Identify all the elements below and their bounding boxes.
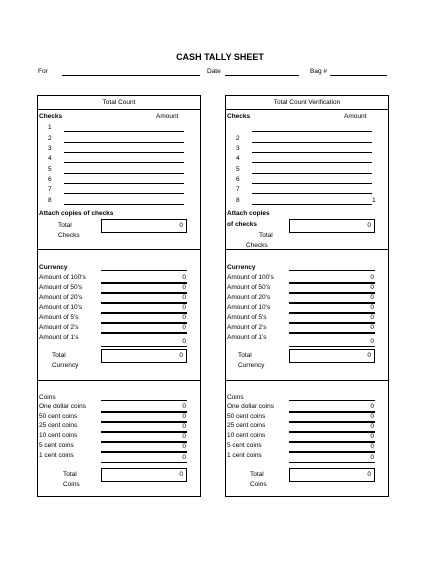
currency-row-label: Amount of 50's [227, 284, 271, 291]
check-line[interactable] [252, 152, 372, 153]
check-line[interactable] [252, 162, 372, 163]
check-number: 5 [236, 166, 240, 173]
bag-label: Bag # [310, 68, 327, 75]
coin-row-label: 50 cent coins [39, 413, 78, 420]
coin-row-label: 25 cent coins [227, 422, 266, 429]
divider [226, 249, 388, 250]
currency-row-label: Amount of 1's [227, 334, 267, 341]
currency-row-value: 0 [370, 338, 374, 345]
total-currency-field[interactable]: 0 [289, 349, 375, 363]
currency-row-value: 0 [370, 284, 374, 291]
coin-row-label: 25 cent coins [39, 422, 78, 429]
currency-row-label: Amount of 1's [39, 334, 79, 341]
check-line[interactable] [64, 152, 184, 153]
currency-header-line [101, 270, 187, 271]
total-checks-label: Total [259, 232, 273, 239]
check-line[interactable] [64, 173, 184, 174]
check-line[interactable] [64, 131, 184, 132]
total-currency-field[interactable]: 0 [101, 349, 187, 363]
check-line[interactable] [64, 162, 184, 163]
check-number: 5 [48, 166, 52, 173]
currency-row-line[interactable] [289, 346, 375, 347]
total-currency-label: Total [52, 352, 66, 359]
coin-row-label: 10 cent coins [39, 432, 78, 439]
coin-row-label: One dollar coins [227, 403, 274, 410]
coin-row-label: 1 cent coins [39, 452, 74, 459]
total-count-verification-panel [225, 95, 389, 497]
check-line[interactable] [252, 173, 372, 174]
coin-row-label: 5 cent coins [227, 442, 262, 449]
amount-label: Amount [344, 113, 367, 120]
check-number: 7 [236, 186, 240, 193]
coin-row-value: 0 [370, 403, 374, 410]
total-currency-label-2: Currency [52, 362, 79, 369]
total-count-panel [37, 95, 201, 497]
currency-row-label: Amount of 5's [227, 314, 267, 321]
divider [38, 249, 200, 250]
total-checks-field[interactable]: 0 [101, 219, 187, 233]
currency-row-value: 0 [182, 274, 186, 281]
currency-row-label: Amount of 2's [227, 324, 267, 331]
page-title: CASH TALLY SHEET [176, 52, 264, 62]
currency-row-label: Amount of 5's [39, 314, 79, 321]
total-coins-label-2: Coins [63, 481, 80, 488]
currency-row-label: Amount of 10's [227, 304, 271, 311]
currency-row-value: 0 [182, 338, 186, 345]
date-field[interactable] [225, 75, 299, 76]
total-currency-label-2: Currency [238, 362, 265, 369]
check-number: 2 [236, 135, 240, 142]
check-number: 8 [236, 197, 240, 204]
currency-row-value: 0 [370, 294, 374, 301]
check-line[interactable] [252, 183, 372, 184]
total-checks-field[interactable]: 0 [289, 219, 375, 233]
coin-row-line[interactable] [101, 451, 187, 453]
coin-row-line[interactable] [101, 462, 187, 463]
coin-row-label: 50 cent coins [227, 413, 266, 420]
coin-row-value: 0 [182, 423, 186, 430]
total-coins-field[interactable]: 0 [289, 468, 375, 482]
divider [226, 380, 388, 381]
check-number: 8 [48, 197, 52, 204]
attach-note: Attach copies of checks [39, 210, 114, 217]
coins-label: Coins [39, 394, 56, 401]
check-line[interactable] [64, 183, 184, 184]
currency-row-value: 0 [370, 314, 374, 321]
coin-row-value: 0 [182, 454, 186, 461]
coin-row-value: 0 [370, 454, 374, 461]
coin-row-value: 0 [182, 413, 186, 420]
divider [38, 380, 200, 381]
checks-label: Checks [39, 113, 63, 120]
total-checks-label-2: Checks [58, 232, 80, 239]
total-coins-label: Total [250, 471, 264, 478]
coins-header-line [289, 400, 375, 401]
total-coins-label-2: Coins [250, 481, 267, 488]
check-amount-value: 1 [372, 197, 376, 204]
date-label: Date [207, 68, 221, 75]
currency-row-line[interactable] [289, 332, 375, 334]
attach-note-2: of checks [227, 221, 257, 228]
check-line[interactable] [64, 204, 184, 205]
currency-row-value: 0 [182, 324, 186, 331]
coin-row-label: 10 cent coins [227, 432, 266, 439]
check-number: 1 [48, 124, 52, 131]
currency-row-value: 0 [370, 324, 374, 331]
currency-row-label: Amount of 50's [39, 284, 83, 291]
coin-row-line[interactable] [289, 462, 375, 463]
coin-row-value: 0 [370, 413, 374, 420]
currency-row-label: Amount of 100's [39, 274, 86, 281]
currency-label: Currency [39, 264, 68, 271]
currency-label: Currency [227, 264, 256, 271]
attach-note: Attach copies [227, 210, 270, 217]
check-line[interactable] [252, 142, 372, 143]
check-number: 2 [48, 135, 52, 142]
coin-row-label: 5 cent coins [39, 442, 74, 449]
panel-heading: Total Count [38, 96, 200, 110]
panel-heading: Total Count Verification [226, 96, 388, 110]
check-number: 4 [48, 155, 52, 162]
total-checks-label-2: Checks [246, 242, 268, 249]
total-coins-label: Total [63, 471, 77, 478]
coins-label: Coins [227, 394, 244, 401]
currency-row-value: 0 [370, 304, 374, 311]
coin-row-value: 0 [182, 443, 186, 450]
currency-row-label: Amount of 10's [39, 304, 83, 311]
check-number: 6 [236, 176, 240, 183]
coin-row-value: 0 [370, 423, 374, 430]
coin-row-label: One dollar coins [39, 403, 86, 410]
currency-row-label: Amount of 20's [227, 294, 271, 301]
currency-row-label: Amount of 2's [39, 324, 79, 331]
coin-row-value: 0 [370, 433, 374, 440]
total-coins-field[interactable]: 0 [101, 468, 187, 482]
coins-header-line [101, 400, 187, 401]
currency-row-value: 0 [182, 294, 186, 301]
check-line[interactable] [252, 204, 372, 205]
amount-label: Amount [156, 113, 179, 120]
currency-row-value: 0 [182, 314, 186, 321]
coin-row-label: 1 cent coins [227, 452, 262, 459]
currency-row-line[interactable] [101, 346, 187, 347]
check-number: 7 [48, 186, 52, 193]
currency-row-value: 0 [182, 284, 186, 291]
coin-row-line[interactable] [289, 451, 375, 453]
coin-row-value: 0 [182, 433, 186, 440]
currency-row-label: Amount of 20's [39, 294, 83, 301]
bag-number-field[interactable] [330, 75, 387, 76]
check-number: 4 [236, 155, 240, 162]
check-line[interactable] [64, 193, 184, 194]
currency-row-value: 0 [370, 274, 374, 281]
currency-row-line[interactable] [101, 332, 187, 334]
currency-header-line [289, 270, 375, 271]
check-line[interactable] [252, 193, 372, 194]
coin-row-value: 0 [370, 443, 374, 450]
total-currency-label: Total [238, 352, 252, 359]
check-number: 6 [48, 176, 52, 183]
check-line[interactable] [64, 142, 184, 143]
check-line[interactable] [252, 131, 372, 132]
coin-row-value: 0 [182, 403, 186, 410]
total-checks-label: Total [58, 222, 72, 229]
currency-row-value: 0 [182, 304, 186, 311]
for-label: For [38, 68, 48, 75]
check-number: 3 [48, 145, 52, 152]
currency-row-label: Amount of 100's [227, 274, 274, 281]
for-field[interactable] [62, 75, 200, 76]
check-number: 3 [236, 145, 240, 152]
checks-label: Checks [227, 113, 251, 120]
